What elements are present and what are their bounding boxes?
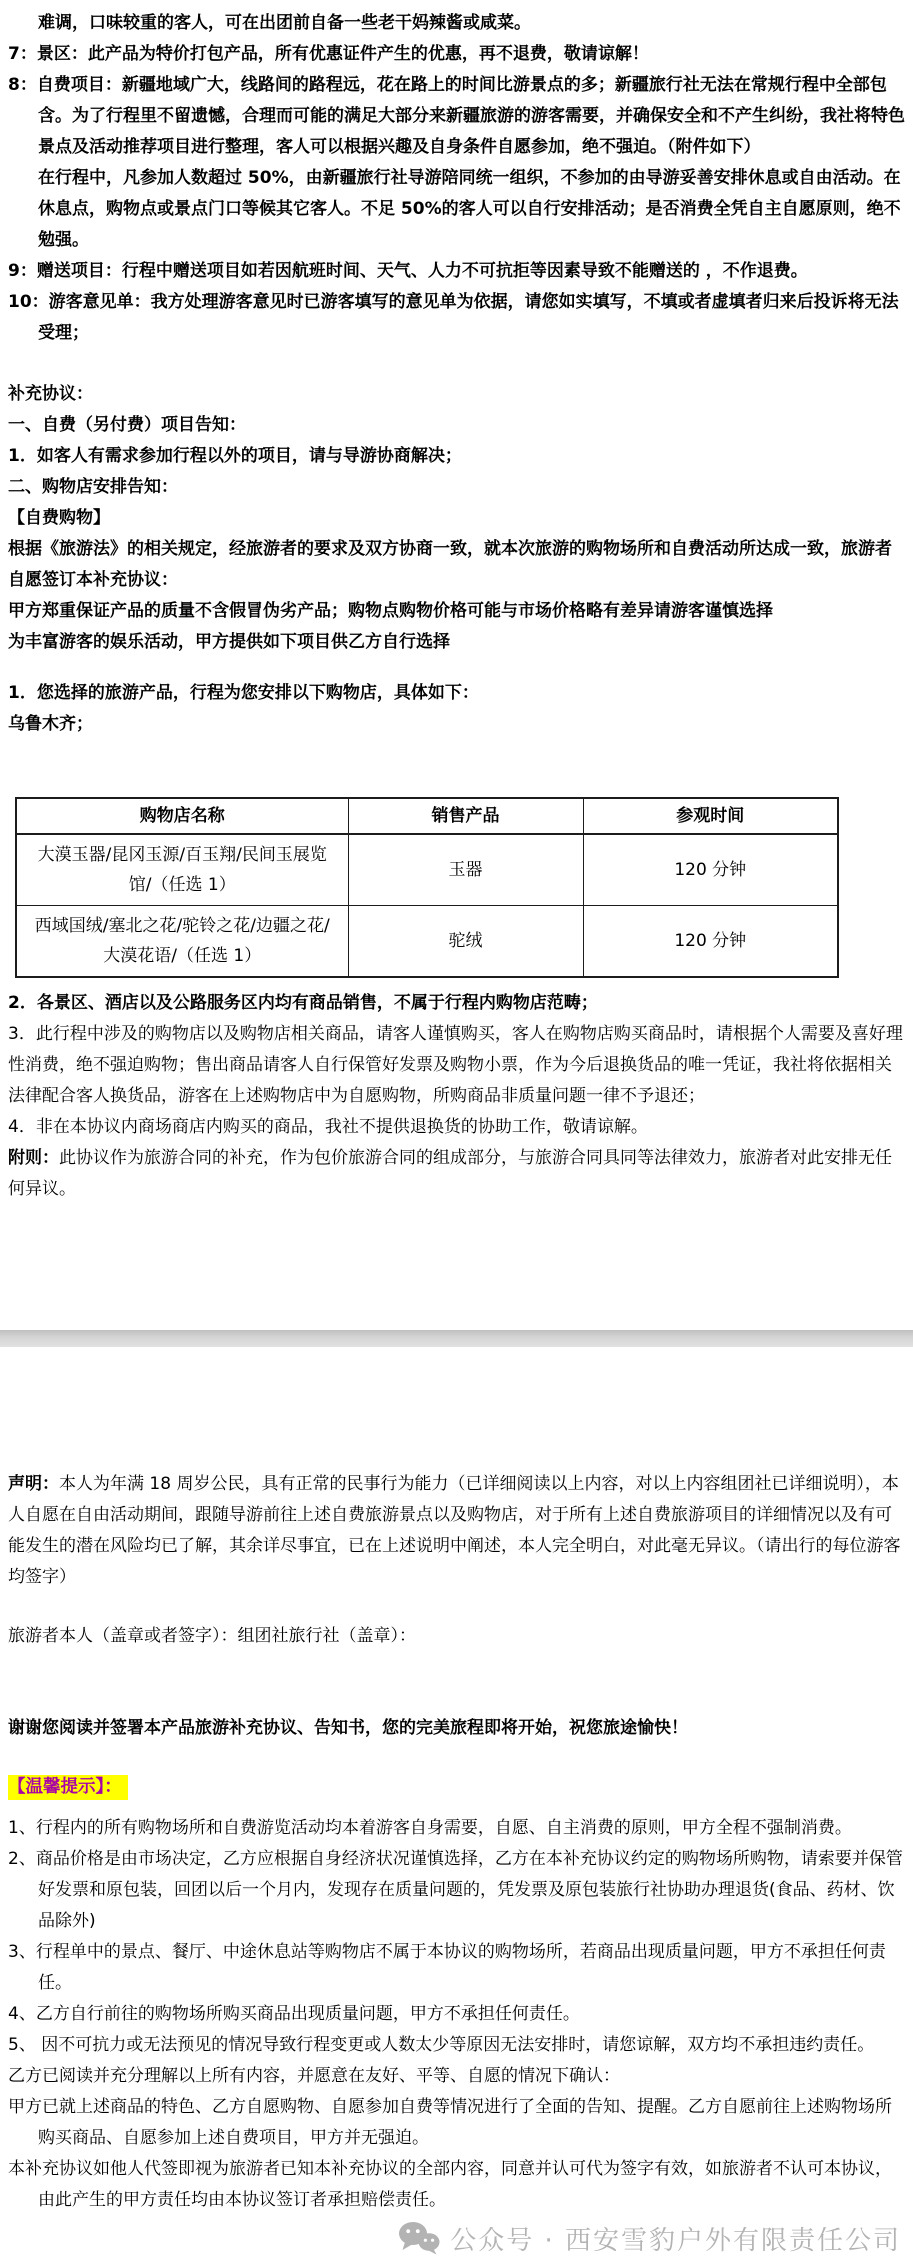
warm-tips-label: 【温馨提示】： (8, 1775, 128, 1800)
thanks-line: 谢谢您阅读并签署本产品旅游补充协议、告知书，您的完美旅程即将开始，祝您旅途愉快！ (8, 1718, 688, 1738)
notice-continuation-line: 难调，口味较重的客人，可在出团前自备一些老干妈辣酱或咸菜。 (38, 13, 531, 33)
table-header-row (16, 798, 838, 834)
notice-item-8: 8：自费项目：新疆地域广大，线路间的路程远，花在路上的时间比游景点的多；新疆旅行社无法在常规行程中全部包含。为了行程里不留遗憾，合理而可能的满足大部分来新疆旅游的游客需要，并确保安全和不产生纠纷，我社将特色景点及活动推荐项目进行整理，客人可以根据兴趣及自身条件自愿参加，绝不强迫。（附件如下） (8, 75, 905, 157)
city-name: 乌鲁木齐； (8, 714, 93, 734)
activity-note: 为丰富游客的娱乐活动，甲方提供如下项目供乙方自行选择 (8, 632, 450, 652)
shop-note-3: 3．此行程中涉及的购物店以及购物店相关商品，请客人谨慎购买，客人在购物店购买商品时，请根据个人需要及喜好理性消费，绝不强迫购物；售出商品请客人自行保管好发票及购物小票，作为今后退换货品的唯一凭证，我社将依据相关法律配合客人换货品，游客在上述购物店中为自愿购物，所购商品非质量问题一律不予退还； (8, 1024, 903, 1106)
product-cell: 玉器 (348, 834, 583, 906)
appendix-text: 此协议作为旅游合同的补充，作为包价旅游合同的组成部分，与旅游合同具同等法律效力，旅游者对此安排无任何异议。 (8, 1148, 892, 1199)
shopping-table (15, 797, 839, 978)
party-b-confirm-line: 乙方已阅读并充分理解以上所有内容，并愿意在友好、平等、自愿的情况下确认： (8, 2066, 620, 2086)
proxy-signature-clause: 本补充协议如他人代签即视为旅游者已知本补充协议的全部内容，同意并认可代为签字有效，如旅游者不认可本协议，由此产生的甲方责任均由本协议签订者承担赔偿责任。 (8, 2159, 892, 2210)
signature-line: 旅游者本人（盖章或者签字）：组团社旅行社（盖章）： (8, 1626, 416, 1646)
supplement-section1-title: 一、自费（另付费）项目告知： (8, 415, 246, 435)
warm-tip-item-4: 4、乙方自行前往的购物场所购买商品出现质量问题，甲方不承担任何责任。 (8, 2004, 580, 2024)
supplement-section2-title: 二、购物店安排告知： (8, 477, 178, 497)
col-header-duration: 参观时间 (583, 798, 838, 834)
appendix-paragraph (0, 1143, 913, 1205)
duration-cell: 120 分钟 (583, 834, 838, 906)
shop-arrangement-intro: 1．您选择的旅游产品，行程为您安排以下购物店，具体如下： (8, 683, 479, 703)
notice-item-7: 7：景区：此产品为特价打包产品，所有优惠证件产生的优惠，再不退费，敬请谅解！ (8, 44, 649, 64)
tourism-law-note: 根据《旅游法》的相关规定，经旅游者的要求及双方协商一致，就本次旅游的购物场所和自费活动所达成一致，旅游者自愿签订本补充协议： (8, 539, 892, 590)
supplement-title: 补充协议： (8, 384, 93, 404)
supplement-section1-item1: 1．如客人有需求参加行程以外的项目，请与导游协商解决； (8, 446, 462, 466)
self-pay-shopping-tag: 【自费购物】 (8, 508, 110, 528)
table-row (16, 834, 838, 906)
appendix-label: 附则： (8, 1148, 59, 1168)
col-header-product: 销售产品 (348, 798, 583, 834)
shop-note-2: 2．各景区、酒店以及公路服务区内均有商品销售，不属于行程内购物店范畴； (8, 993, 598, 1013)
declaration-text: 本人为年满 18 周岁公民，具有正常的民事行为能力（已详细阅读以上内容，对以上内容组团社已详细说明），本人自愿在自由活动期间，跟随导游前往上述自费旅游景点以及购物店，对于所有上述自费旅游项目的详细情况以及有可能发生的潜在风险均已了解，其余详尽事宜，已在上述说明中阐述，本人完全明白，对此毫无异议。（请出行的每位游客均签字） (8, 1474, 901, 1587)
notice-item-9: 9：赠送项目：行程中赠送项目如若因航班时间、天气、人力不可抗拒等因素导致不能赠送的 ，不作退费。 (8, 261, 808, 281)
shop-name-cell: 大漠玉器/昆冈玉源/百玉翔/民间玉展览馆/（任选 1） (16, 834, 348, 906)
shop-note-4: 4．非在本协议内商场商店内购买的商品，我社不提供退换货的协助工作，敬请谅解。 (8, 1117, 648, 1137)
col-header-shop-name: 购物店名称 (16, 798, 348, 834)
watermark-text: 公众号 · 西安雪豹户外有限责任公司 (450, 2225, 901, 2256)
product-cell: 驼绒 (348, 906, 583, 978)
notice-item-8-sub: 在行程中，凡参加人数超过 50%，由新疆旅行社导游陪同统一组织，不参加的由导游妥善安排休息或自由活动。在休息点，购物点或景点门口等候其它客人。不足 50%的客人可以自行安排活动；是否消费全凭自主自愿原则，绝不勉强。 (38, 168, 901, 250)
table-row (16, 906, 838, 978)
party-a-notice-line: 甲方已就上述商品的特色、乙方自愿购物、自愿参加自费等情况进行了全面的告知、提醒。乙方自愿前往上述购物场所购买商品、自愿参加上述自费项目，甲方并无强迫。 (8, 2097, 892, 2148)
warm-tip-item-2: 2、商品价格是由市场决定，乙方应根据自身经济状况谨慎选择，乙方在本补充协议约定的购物场所购物，请索要并保管好发票和原包装，回团以后一个月内，发现存在质量问题的，凭发票及原包装旅行社协助办理退货(食品、药材、饮品除外) (8, 1849, 903, 1931)
warm-tip-item-3: 3、行程单中的景点、餐厅、中途休息站等购物店不属于本协议的购物场所，若商品出现质量问题，甲方不承担任何责任。 (8, 1942, 886, 1993)
declaration-paragraph (0, 1469, 913, 1593)
notice-item-10: 10：游客意见单：我方处理游客意见时已游客填写的意见单为依据，请您如实填写，不填或者虚填者归来后投诉将无法受理； (8, 292, 899, 343)
shop-name-cell: 西域国绒/塞北之花/驼铃之花/边疆之花/大漠花语/（任选 1） (16, 906, 348, 978)
page-divider (0, 1330, 913, 1347)
watermark (0, 2218, 913, 2258)
declaration-label: 声明： (8, 1474, 59, 1494)
warm-tip-item-1: 1、行程内的所有购物场所和自费游览活动均本着游客自身需要，自愿、自主消费的原则，甲方全程不强制消费。 (8, 1818, 852, 1838)
duration-cell: 120 分钟 (583, 906, 838, 978)
quality-guarantee-note: 甲方郑重保证产品的质量不含假冒伪劣产品；购物点购物价格可能与市场价格略有差异请游客谨慎选择 (8, 601, 773, 621)
warm-tips-header-wrap (8, 1775, 913, 1800)
wechat-icon (398, 2221, 440, 2255)
warm-tip-item-5: 5、 因不可抗力或无法预见的情况导致行程变更或人数太少等原因无法安排时，请您谅解，双方均不承担违约责任。 (8, 2035, 875, 2055)
